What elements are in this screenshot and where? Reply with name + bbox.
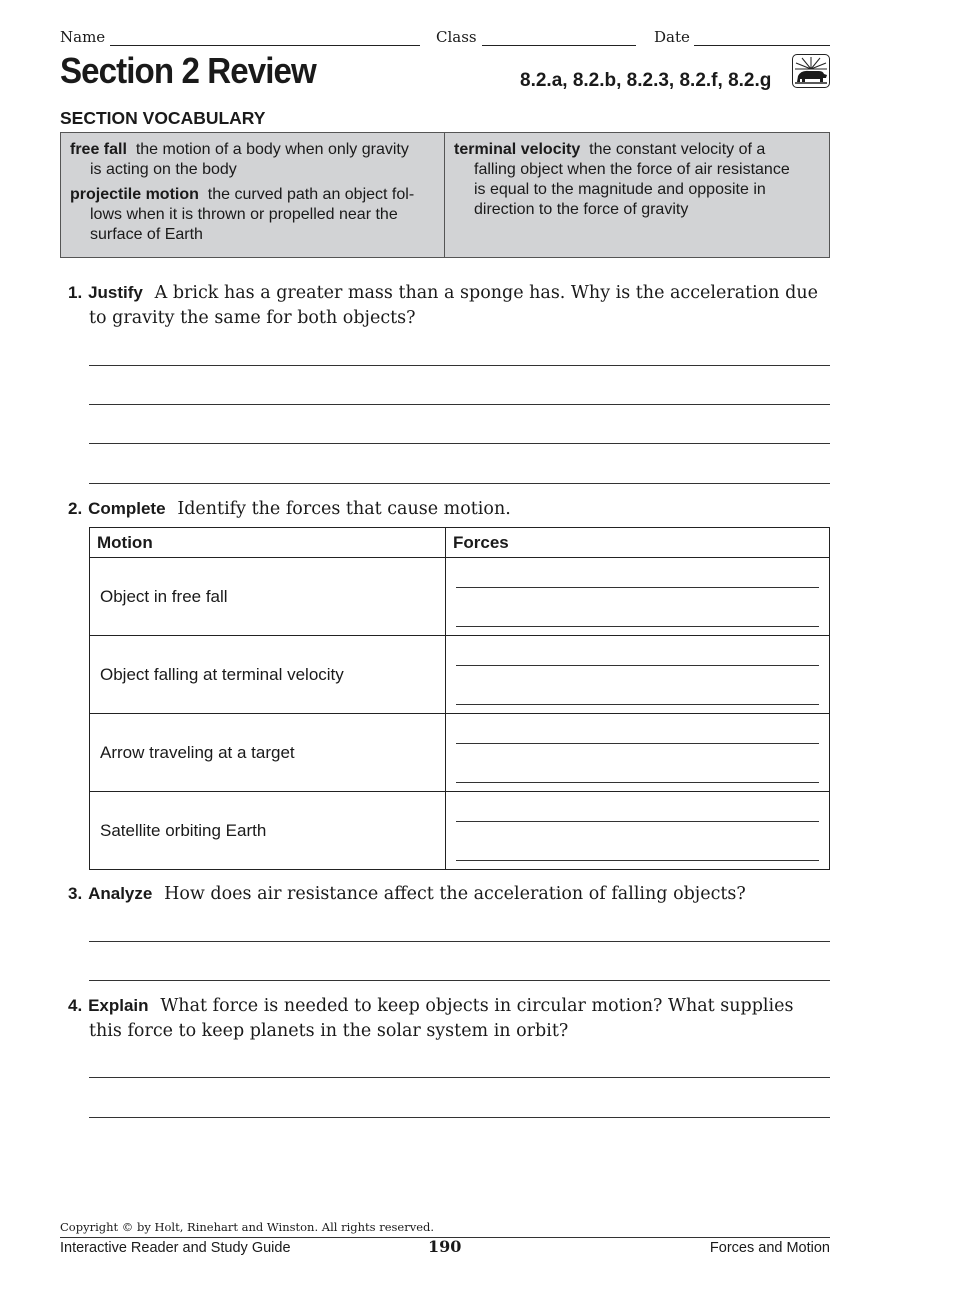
forces-answer-line[interactable] [456, 704, 819, 705]
vocabulary-divider [444, 132, 445, 258]
forces-answer-line[interactable] [456, 743, 819, 744]
forces-answer-line[interactable] [456, 782, 819, 783]
answer-line-q4-2[interactable] [89, 1117, 830, 1118]
forces-cell[interactable] [446, 792, 830, 870]
class-label: Class [436, 28, 477, 46]
page-number: 190 [428, 1237, 462, 1256]
forces-answer-line[interactable] [456, 665, 819, 666]
answer-line-q1-1[interactable] [89, 365, 830, 366]
bear-icon [792, 54, 830, 88]
answer-line-q1-3[interactable] [89, 443, 830, 444]
date-field[interactable] [694, 45, 830, 46]
question-2: 2. Complete Identify the forces that cause motion. [68, 499, 511, 519]
forces-answer-line[interactable] [456, 860, 819, 861]
question-1: 1. Justify A brick has a greater mass than a sponge has. Why is the acceleration due to gravity the same for both objects? [68, 283, 818, 328]
column-header-motion: Motion [90, 528, 446, 558]
column-header-forces: Forces [446, 528, 830, 558]
page-title: Section 2 Review [60, 50, 316, 91]
question-3: 3. Analyze How does air resistance affect the acceleration of falling objects? [68, 884, 746, 904]
section-vocabulary-heading: SECTION VOCABULARY [60, 108, 266, 128]
table-row [90, 636, 830, 714]
forces-cell[interactable] [446, 636, 830, 714]
table-row [90, 558, 830, 636]
forces-cell[interactable] [446, 714, 830, 792]
table-row [90, 792, 830, 870]
table-row [90, 714, 830, 792]
forces-answer-line[interactable] [456, 821, 819, 822]
standards-codes: 8.2.a, 8.2.b, 8.2.3, 8.2.f, 8.2.g [520, 70, 772, 91]
forces-answer-line[interactable] [456, 626, 819, 627]
vocab-entry-free-fall: free fall the motion of a body when only gravity is acting on the body [70, 141, 409, 178]
answer-line-q1-4[interactable] [89, 483, 830, 484]
chapter-title: Forces and Motion [709, 1240, 830, 1256]
motion-cell: Object in free fall [90, 558, 446, 636]
motion-cell: Arrow traveling at a target [90, 714, 446, 792]
question-4: 4. Explain What force is needed to keep objects in circular motion? What supplies this force to keep planets in the solar system in orbit? [68, 996, 794, 1041]
motion-cell: Satellite orbiting Earth [90, 792, 446, 870]
book-title: Interactive Reader and Study Guide [60, 1240, 291, 1256]
name-field[interactable] [110, 45, 420, 46]
answer-line-q3-1[interactable] [89, 941, 830, 942]
vocab-entry-projectile-motion: projectile motion the curved path an object fol- lows when it is thrown or propelled near the surface of Earth [70, 186, 415, 243]
name-label: Name [60, 28, 106, 46]
vocab-entry-terminal-velocity: terminal velocity the constant velocity of a falling object when the force of air resistance is equal to the magnitude and opposite in direction to the force of gravity [454, 141, 790, 218]
answer-line-q4-1[interactable] [89, 1077, 830, 1078]
forces-answer-line[interactable] [456, 587, 819, 588]
answer-line-q1-2[interactable] [89, 404, 830, 405]
motion-cell: Object falling at terminal velocity [90, 636, 446, 714]
answer-line-q3-2[interactable] [89, 980, 830, 981]
class-field[interactable] [482, 45, 636, 46]
copyright-notice: Copyright © by Holt, Rinehart and Winston. All rights reserved. [60, 1220, 435, 1234]
forces-table [89, 527, 830, 870]
forces-cell[interactable] [446, 558, 830, 636]
date-label: Date [654, 28, 690, 46]
